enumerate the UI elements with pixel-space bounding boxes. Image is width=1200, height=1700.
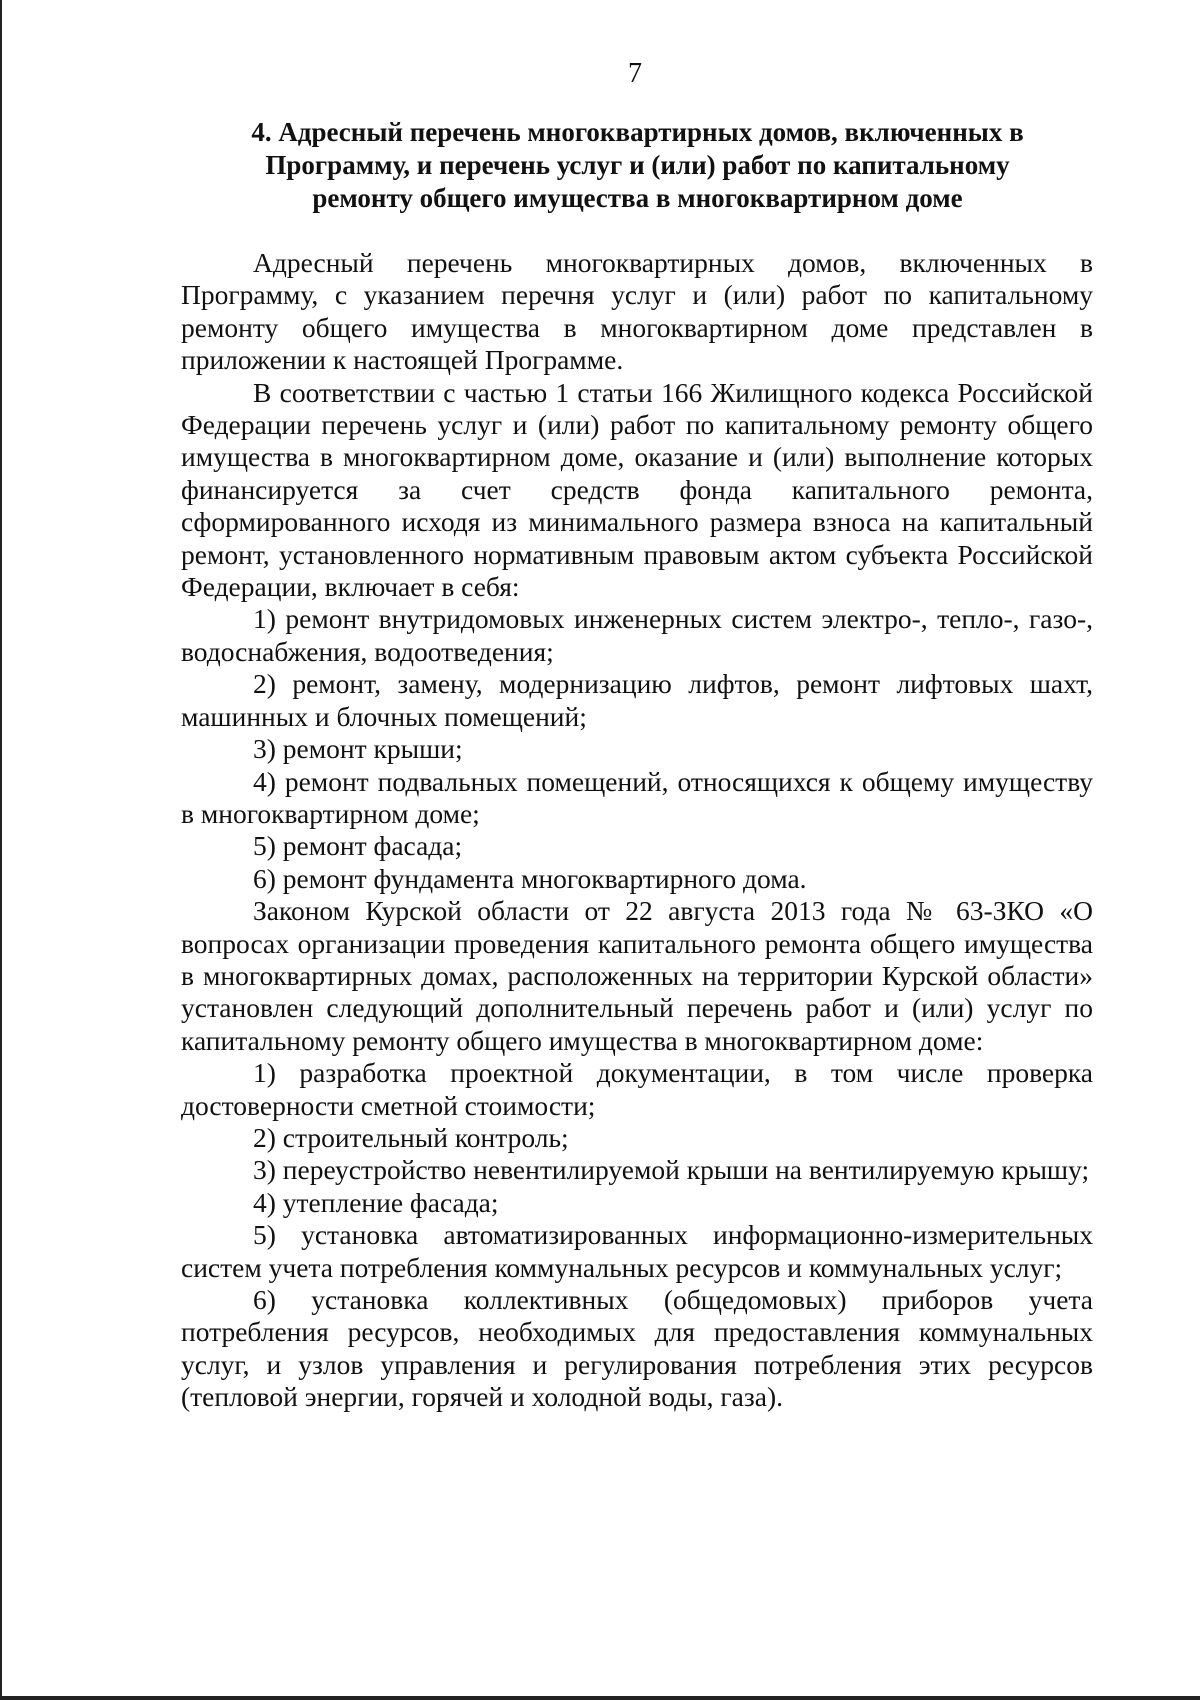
paragraph-housing-code: В соответствии с частью 1 статьи 166 Жилищного кодекса Российской Федерации перечень услуг и (или) работ по капитальному ремонту общего имущества в многоквартирном доме, оказание и (или) выполнение которых финансируется за счет средств фонда капитального ремонта, сформированного исходя из минимального размера взноса на капитальный ремонт, установленного нормативным правовым актом субъекта Российской Федерации, включает в себя: xyxy=(181,376,1093,603)
list-item: 3) переустройство невентилируемой крыши на вентилируемую крышу; xyxy=(253,1154,1090,1186)
list-item: 6) установка коллективных (общедомовых) приборов учета потребления ресурсов, необходимых для предоставления коммунальных услуг, и узлов управления и регулирования потребления этих ресурсов (тепловой энергии, горячей и холодной воды, газа). xyxy=(181,1284,1093,1413)
paragraph-address-list: Адресный перечень многоквартирных домов, включенных в Программу, с указанием перечня услуг и (или) работ по капитальному ремонту общего имущества в многоквартирном доме представлен в приложении к настоящей Программе. xyxy=(181,247,1093,376)
section-heading-line: Программу, и перечень услуг и (или) работ по капитальному xyxy=(265,150,1010,180)
list-item: 3) ремонт крыши; xyxy=(253,733,463,765)
list-item: 2) строительный контроль; xyxy=(253,1121,569,1153)
list-item: 1) ремонт внутридомовых инженерных систем электро-, тепло-, газо-, водоснабжения, водоотведения; xyxy=(181,603,1093,667)
section-heading xyxy=(180,116,1095,215)
list-item: 1) разработка проектной документации, в том числе проверка достоверности сметной стоимости; xyxy=(181,1057,1093,1121)
list-item: 4) утепление фасада; xyxy=(253,1186,499,1218)
section-heading-line: 4. Адресный перечень многоквартирных домов, включенных в xyxy=(251,117,1024,147)
section-heading-line: ремонту общего имущества в многоквартирном доме xyxy=(312,183,963,213)
body-text xyxy=(181,247,1093,1414)
scan-edge-left xyxy=(0,0,2,1700)
list-item: 2) ремонт, замену, модернизацию лифтов, ремонт лифтовых шахт, машинных и блочных помещений; xyxy=(181,668,1093,732)
list-item: 5) ремонт фасада; xyxy=(253,830,463,862)
paragraph-kursk-law: Законом Курской области от 22 августа 2013 года № 63-ЗКО «О вопросах организации проведения капитального ремонта общего имущества в многоквартирных домах, расположенных на территории Курской области» установлен следующий дополнительный перечень работ и (или) услуг по капитальному ремонту общего имущества в многоквартирном доме: xyxy=(181,895,1093,1056)
list-item: 5) установка автоматизированных информационно-измерительных систем учета потребления коммунальных ресурсов и коммунальных услуг; xyxy=(181,1219,1093,1283)
list-item: 6) ремонт фундамента многоквартирного дома. xyxy=(253,862,807,894)
list-item: 4) ремонт подвальных помещений, относящихся к общему имуществу в многоквартирном доме; xyxy=(181,765,1093,829)
page-number: 7 xyxy=(628,58,642,89)
scan-edge-bottom xyxy=(0,1696,1200,1700)
